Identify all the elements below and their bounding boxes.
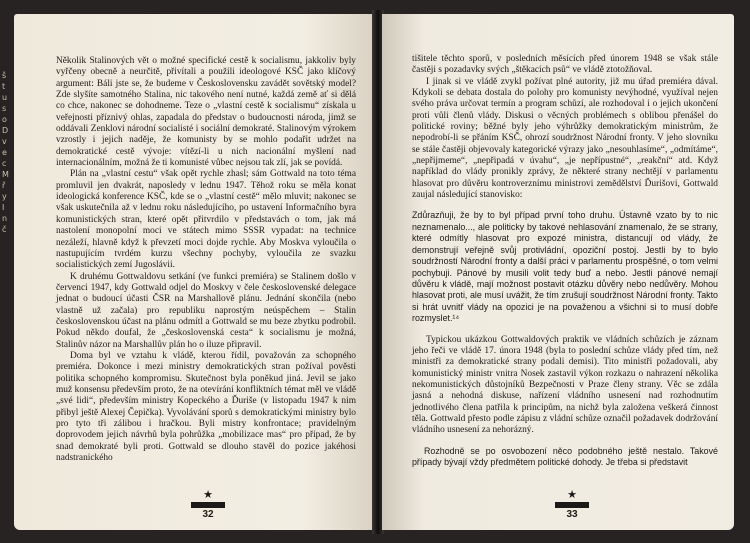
paragraph: I jinak si ve vládě zvykl požívat plné autority, již mu úřad premiéra dával. Kdykoli se debata dostala do polohy pro komunisty nevýhodné, využíval nejen svého práva určovat termín a program schůzí, ale rozhodoval i o jejich ukončení proti vůli členů vlády. Diskusi o věcných problémech s oblibou přenášel do politické roviny; běžné byly jeho výhrůžky demokratickým ministrům, že nepodrobí-li se přáním KSČ, ohrozí soudržnost Národní fronty. V jeho slovníku se stále častěji objevovaly kategorické výrazy jako „nesouhlasíme“, „odmítáme“, „nepřijmeme“, „nepřipadá v úvahu“, „je nepřípustné“, „reakční“ atd. Když například do vlády pronikly zprávy, že některé strany nechtějí v parlamentu hlasovat pro důvěru kontroverznímu ministrovi zemědělství Ďurišovi, Gottwald zaujal následující stanovisko: [412,76,718,201]
edge-letter: t [2,82,6,91]
right-page [382,14,734,530]
paragraph: Několik Stalinových vět o možné specifické cestě k socialismu, jakkoliv byly vyřčeny obecně a neurčitě, přivítali a použili ideologové KSČ jako klíčový argument: Báli jste se, že budeme v Československu zavádět sovětský model? Zde slyšíte samotného Stalina, nic takového není nutné, každá země ať si dělá co chce, nakonec se dohodneme. Teze o „vlastní cestě k socialismu“ získala u veřejnosti příznivý ohlas, zapadala do představ o budoucnosti národa, jimž se oddávali Zenklovi národní socialisté i sociální demokraté. Stalinovým výrokem vzrostly i jejich naděje, že komunisty by se mohlo podařit udržet na demokratické cestě vývoje: vítězí-li u nich nacionální myšlení nad internacionálním, možná že ti komunisté vůbec nejsou tak zlí, jak se povídá. [56,56,356,169]
adjacent-page-edge-letters [2,70,13,450]
footer-bar [191,502,225,508]
paragraph: Typickou ukázkou Gottwaldových praktik ve vládních schůzích je záznam jeho řeči ve vládě 17. února 1948 (byla to poslední schůze vlády před tím, než ministři za demokratické strany podali demisi). Tito ministři požadovali, aby komunistický ministr vnitra Nosek zastavil výkon rozkazu o nahrazení několika nekomunistických důstojníků Bezpečnosti v Praze členy strany. Věc se zdála jasná a nehodná diskuse, nařízení vládního usnesení nad rozhodnutím jednotlivého člena patřila k principům, na nichž byla založena veškerá činnost těla. Gottwald přesto podle zápisu z vládní schůze označil požadavek dodržování vládního usnesení za nehorázný. [412,334,718,436]
footer-bar [555,502,589,508]
edge-letter: u [2,93,8,102]
edge-letter: o [2,115,7,124]
block-quote [412,446,718,469]
paragraph: tišitele těchto sporů, v posledních měsících před únorem 1948 se však stále častěji s pozadavky svých „štěkacích psů“ ve vládě ztotožňoval. [412,54,718,76]
left-page [14,14,374,530]
star-icon: ★ [567,488,577,501]
page-number: 32 [202,509,214,520]
edge-letter: D [2,126,9,135]
left-page-footer [178,489,238,520]
paragraph: Plán na „vlastní cestu“ však opět rychle zhasl; sám Gottwald na toto téma promluvil jen dvakrát, naposledy v lednu 1947. Těhož roku se měla konat ideologická konference KSČ, kde se o „vlastní cestě“ mělo mluvit; nakonec se však uskutečnila až v lednu roku následujícího, po ustavení Informačního byra komunistických stran, které opět přitvrdilo v představách o tom, jak má nastolení monopolní moci ve státech mimo SSSR vypadat: na technice nezáleží, hlavně když k převzetí moci dojde rychle. Aby Moskva vyloučila o nastupujícím tvrdém kurzu všechny pochyby, vyloučila ze svazku socialistických zemí Jugoslávii. [56,169,356,271]
paragraph: Doma byl ve vztahu k vládě, kterou řídil, považován za schopného premiéra. Dokonce i mezi ministry demokratických stran požíval pověsti politika schopného kompromisu. Skutečnost byla poněkud jiná. Jevil se jako muž konsensu především proto, že na otevírání konfliktních témat měl ve vládě „své lidi“, především ministry Kopeckého a Ďuriše (v listopadu 1947 k nim přibyl ještě Alexej Čepička). Vyvolávání sporů s demokratickými ministry bylo pro tyto tři zálibou i hračkou. Byli mistry konfrontace; pravidelným doprovodem jejich návrhů byla pohrůžka „mobilizace mas“ pro případ, že by snad demokraté byli proti. Gottwald se dlouho stavěl do pozice jakéhosi nadstranického [56,350,356,464]
edge-letter: v [2,137,7,146]
left-page-text [56,56,356,464]
edge-letter: y [2,192,7,201]
edge-letter: s [2,104,7,113]
right-page-footer [542,489,602,520]
edge-letter: M [2,170,9,179]
edge-letter: š [2,71,7,80]
edge-letter: n [2,214,8,223]
star-icon: ★ [203,488,213,501]
quote-paragraph: Rozhodně se po osvobození něco podobného ještě nestalo. Takové případy bývají vždy předmětem politické dohody. Je třeba si představit [412,445,718,468]
right-page-text [412,54,718,478]
edge-letter: ř [2,181,6,190]
quote-paragraph: Zdůrazňuji, že by to byl případ první toho druhu. Ústavně vzato by to nic neznamenalo..., ale politicky by takové nehlasování znamenalo, že se strany, které odmítly hlasovat pro expozé ministra, distancují od vlády, že demonstrují veřejně svůj protivládní, opoziční postoj. Jestli by to bylo soudržností Národní fronty a další práci v parlamentu prospěšné, o tom velmi pochybuji. Pánové by musili volit tedy buď a nebo. Jestli pánové nemají důvěru k vládě, mají možnost postavit otázku důvěry nebo nedůvěry. Mohou hlasovat proti, ale musí uvážit, že tím zrušují soudržnost Národní fronty. Takto si hrát uvnitř vlády na opozici je na považenou a všichni si to musí dobře rozmyslet.¹⁴ [412,210,718,324]
block-quote [412,210,718,324]
edge-letter: c [2,159,7,168]
edge-letter: I [2,203,5,212]
page-number: 33 [566,509,578,520]
edge-letter: e [2,148,7,157]
edge-letter: č [2,225,7,234]
paragraph: K druhému Gottwaldovu setkání (ve funkci premiéra) se Stalinem došlo v červenci 1947, kdy Gottwald odjel do Moskvy v čele československé delegace jednat o budoucí účasti ČSR na Marshallově plánu. Jednání skončila (nebo vlastně už začala) pro republiku naprostým neúspěchem – Stalin československou účast na plánu odmítl a Gottwald se mu beze zbytku podrobil. Pokud někdo doufal, že „československá cesta“ k socialismu je možná, Stalinův názor na Marshallův plán ho o iluze připravil. [56,271,356,350]
